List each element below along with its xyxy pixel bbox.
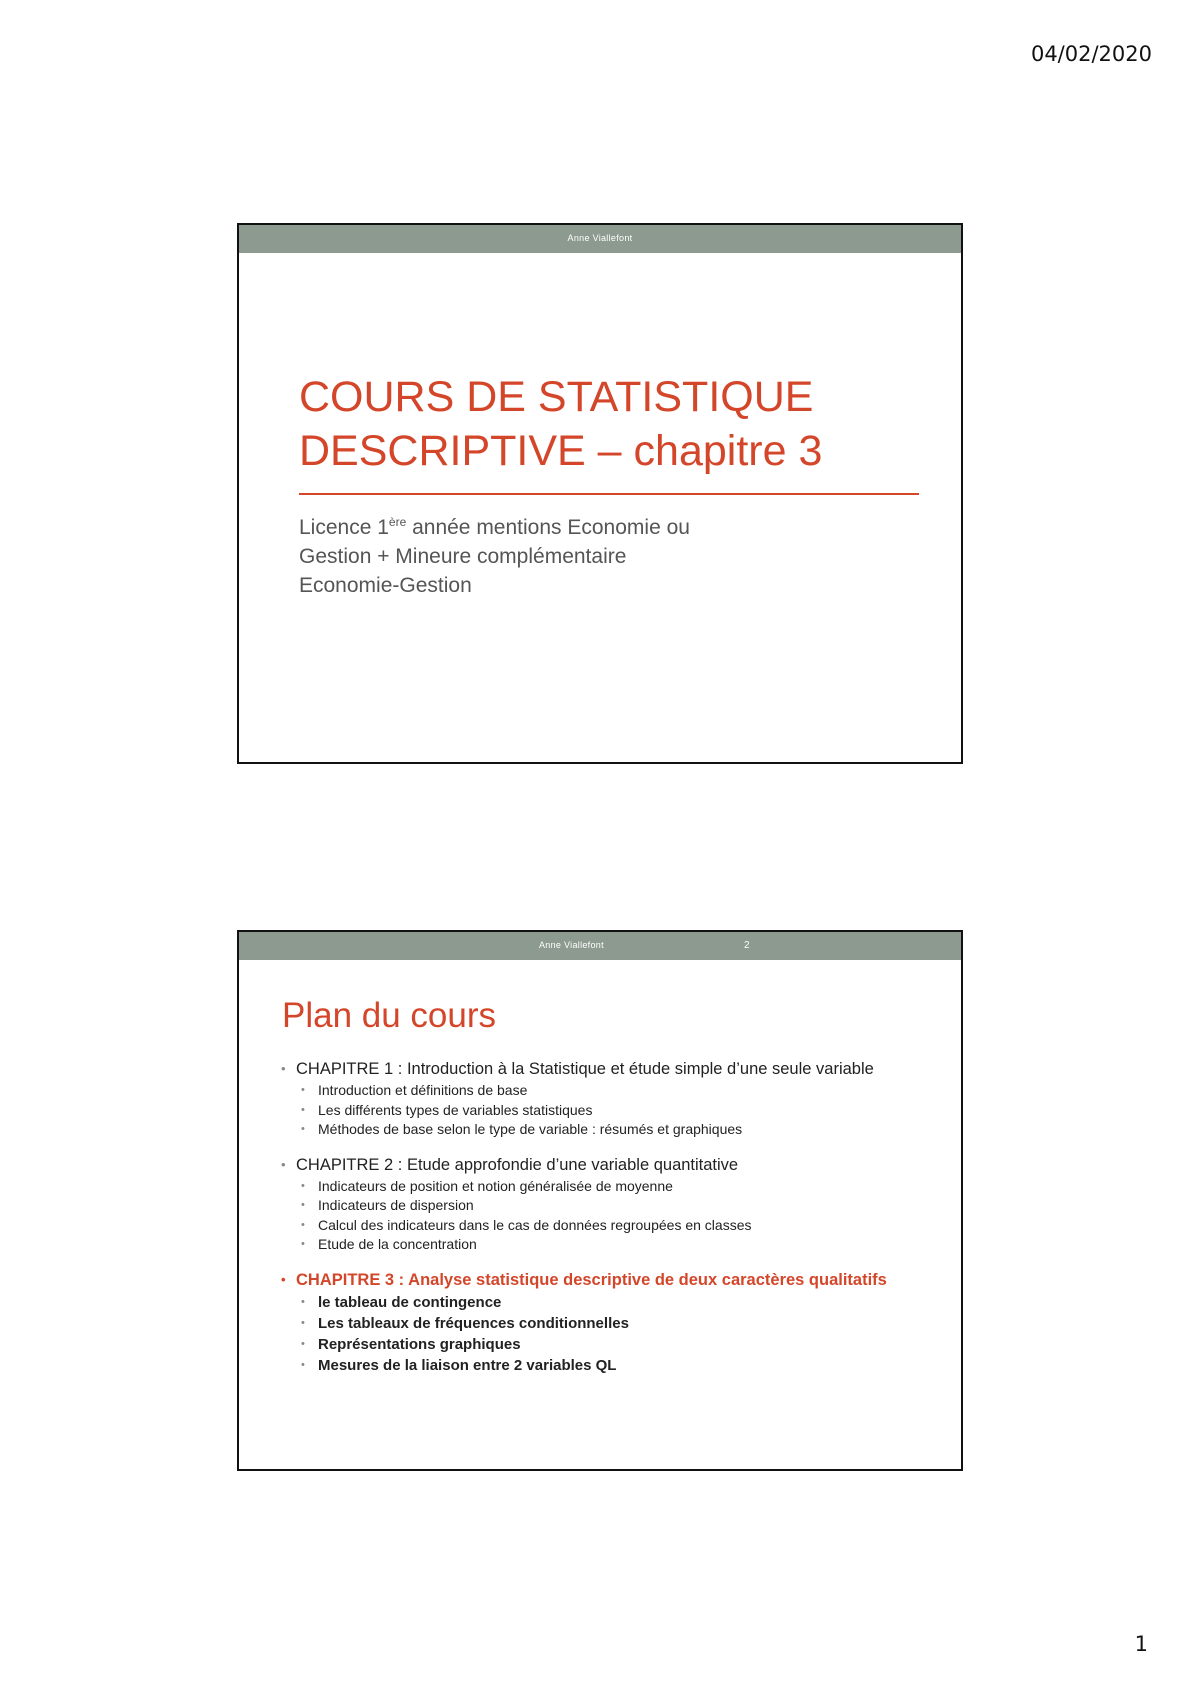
bullet-icon: • (281, 1271, 286, 1287)
slide-subtitle (299, 508, 819, 600)
list-item: • Les tableaux de fréquences conditionnelles (301, 1314, 629, 1332)
slide-1 (237, 223, 963, 764)
subtitle-line-3: Economie-Gestion (299, 574, 472, 597)
slide-title (299, 370, 919, 478)
header-slide-number: 2 (744, 940, 750, 951)
title-line-2: DESCRIPTIVE – chapitre 3 (299, 427, 823, 475)
list-item: • Méthodes de base selon le type de variable : résumés et graphiques (301, 1121, 743, 1137)
header-author: Anne Viallefont (539, 940, 604, 950)
chapter-heading: • CHAPITRE 1 : Introduction à la Statistique et étude simple d’une seule variable (281, 1060, 874, 1078)
title-line-1: COURS DE STATISTIQUE (299, 373, 814, 421)
title-divider (299, 493, 919, 495)
list-item: • Représentations graphiques (301, 1335, 521, 1353)
page-date: 04/02/2020 (1030, 42, 1152, 66)
chapter-3 (279, 1271, 919, 1376)
chapter-items (279, 1177, 919, 1255)
bullet-icon: • (281, 1156, 286, 1172)
subtitle-line-1: Licence 1ère année mentions Economie ou (299, 515, 690, 539)
list-item: • Calcul des indicateurs dans le cas de données regroupées en classes (301, 1216, 752, 1233)
slide-title: Plan du cours (282, 996, 497, 1035)
header-author: Anne Viallefont (567, 233, 633, 243)
chapter-heading-active: • CHAPITRE 3 : Analyse statistique descriptive de deux caractères qualitatifs (281, 1270, 887, 1289)
chapter-1 (279, 1060, 919, 1140)
chapter-items (279, 1081, 919, 1140)
slide-2 (237, 930, 963, 1471)
list-item: • Indicateurs de position et notion généralisée de moyenne (301, 1177, 673, 1194)
chapter-items (279, 1292, 919, 1376)
list-item: • Introduction et définitions de base (301, 1082, 528, 1098)
list-item: • Indicateurs de dispersion (301, 1197, 474, 1213)
chapter-2 (279, 1156, 919, 1255)
slide-header (239, 225, 961, 253)
slide-header (239, 932, 961, 960)
list-item: • Etude de la concentration (301, 1236, 477, 1252)
list-item: • Les différents types de variables statistiques (301, 1101, 593, 1118)
page-number: 1 (1134, 1632, 1148, 1656)
chapter-list (279, 1060, 919, 1392)
subtitle-line-2: Gestion + Mineure complémentaire (299, 545, 627, 568)
chapter-heading: • CHAPITRE 2 : Etude approfondie d’une variable quantitative (281, 1155, 739, 1174)
list-item: • Mesures de la liaison entre 2 variables QL (301, 1356, 617, 1374)
bullet-icon: • (281, 1061, 286, 1076)
list-item: • le tableau de contingence (301, 1293, 502, 1311)
